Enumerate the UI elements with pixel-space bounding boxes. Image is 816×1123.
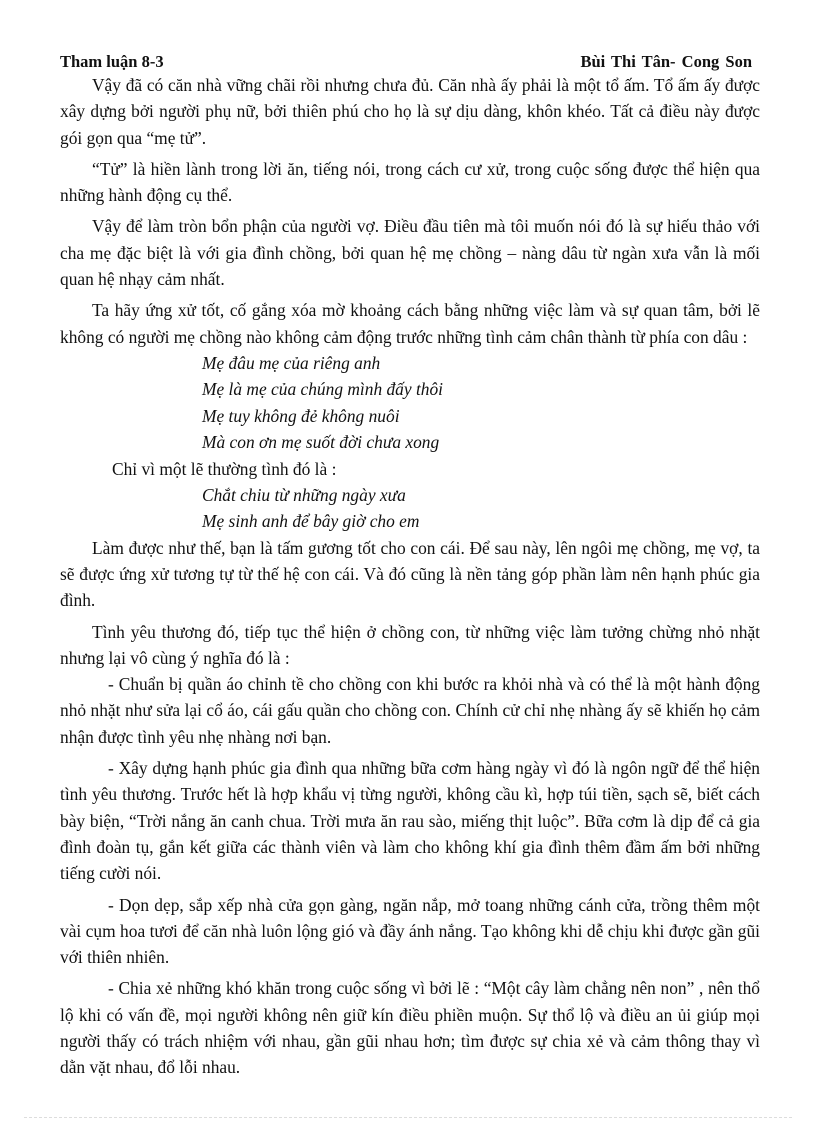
paragraph-5: Làm được như thế, bạn là tấm gương tốt cho con cái. Để sau này, lên ngôi mẹ chồng, mẹ vợ, ta sẽ được ứng xử tương tự từ thế hệ con cái. Và đó cũng là nền tảng góp phần làm nên hạnh phúc gia đình.	[60, 537, 760, 611]
paragraph-2: “Tử” là hiền lành trong lời ăn, tiếng nói, trong cách cư xử, trong cuộc sống được thể hiện qua những hành động cụ thể.	[60, 158, 760, 206]
poem-line: Mẹ sinh anh để bây giờ cho em	[202, 511, 420, 532]
list-item-1: - Chuẩn bị quần áo chỉnh tề cho chồng con khi bước ra khỏi nhà và có thể là một hành động nhỏ nhặt như sửa lại cổ áo, cái gấu quần cho chồng con. Chính cử chỉ nhẹ nhàng ấy sẽ khiến họ cảm nhận được tình yêu nhẹ nhàng nơi bạn.	[60, 674, 760, 747]
poem-line: Mẹ tuy không đẻ không nuôi	[202, 405, 400, 426]
header-author: Bùi Thi Tân- Cong Son	[580, 52, 752, 71]
list-item-4: - Chia xẻ những khó khăn trong cuộc sống vì bởi lẽ : “Một cây làm chẳng nên non” , nên thổ lộ khi có vấn đề, mọi người không nên giữ kín điều phiền muộn. Sự thổ lộ và điều an ủi giúp mọi người thấy có trách nhiệm với nhau, gần gũi nhau hơn; tìm được sự chia xẻ và cảm thông thay vì dằn vặt nhau, đổ lỗi nhau.	[60, 978, 760, 1078]
paragraph-6: Tình yêu thương đó, tiếp tục thể hiện ở chồng con, từ những việc làm tưởng chừng nhỏ nhặt nhưng lại vô cùng ý nghĩa đó là :	[60, 621, 760, 668]
list-item-2: - Xây dựng hạnh phúc gia đình qua những bữa cơm hàng ngày vì đó là ngôn ngữ để thể hiện tình yêu thương. Trước hết là hợp khẩu vị từng người, không cầu kì, hợp túi tiền, sạch sẽ, biết cách bày biện, “Trời nắng ăn canh chua. Trời mưa ăn rau sào, miếng thịt luộc”. Bữa cơm là dịp để cả gia đình đoàn tụ, gắn kết giữa các thành viên và làm cho không khí gia đình thêm đầm ấm bởi những tiếng cười nói.	[60, 758, 760, 884]
poem-lead-line: Chỉ vì một lẽ thường tình đó là :	[112, 458, 337, 479]
poem-line: Mẹ đâu mẹ của riêng anh	[202, 352, 381, 373]
poem-line: Chắt chiu từ những ngày xưa	[202, 484, 406, 505]
document-page	[60, 52, 760, 1081]
paragraph-1: Vậy đã có căn nhà vững chãi rồi nhưng chưa đủ. Căn nhà ấy phải là một tổ ấm. Tổ ấm ấy được xây dựng bởi người phụ nữ, bởi thiên phú cho họ là sự dịu dàng, khôn khéo. Tất cả điều này được gói gọn qua “mẹ tử”.	[60, 75, 760, 148]
poem-line: Mẹ là mẹ của chúng mình đấy thôi	[202, 379, 443, 400]
poem-verse-2	[202, 482, 760, 535]
paragraph-4: Ta hãy ứng xử tốt, cố gắng xóa mờ khoảng cách bằng những việc làm và sự quan tâm, bởi lẽ không có người mẹ chồng nào không cảm động trước những tình cảm chân thành từ phía con dâu :	[60, 300, 760, 347]
page-bottom-divider	[24, 1117, 792, 1118]
poem-verse-1	[202, 350, 760, 456]
paragraph-3: Vậy để làm tròn bổn phận của người vợ. Điều đầu tiên mà tôi muốn nói đó là sự hiếu thảo với cha mẹ đặc biệt là với gia đình chồng, bởi quan hệ mẹ chồng – nàng dâu từ ngàn xưa vẫn là mối quan hệ nhạy cảm nhất.	[60, 216, 760, 290]
list-item-3: - Dọn dẹp, sắp xếp nhà cửa gọn gàng, ngăn nắp, mở toang những cánh cửa, trồng thêm một vài cụm hoa tươi để căn nhà luôn lộng gió và đầy ánh nắng. Tạo không khi dễ chịu khi được gần gũi với thiên nhiên.	[60, 894, 760, 968]
header-title: Tham luận 8-3	[60, 52, 164, 71]
poem-line: Mà con ơn mẹ suốt đời chưa xong	[202, 432, 440, 453]
page-header	[60, 52, 760, 72]
